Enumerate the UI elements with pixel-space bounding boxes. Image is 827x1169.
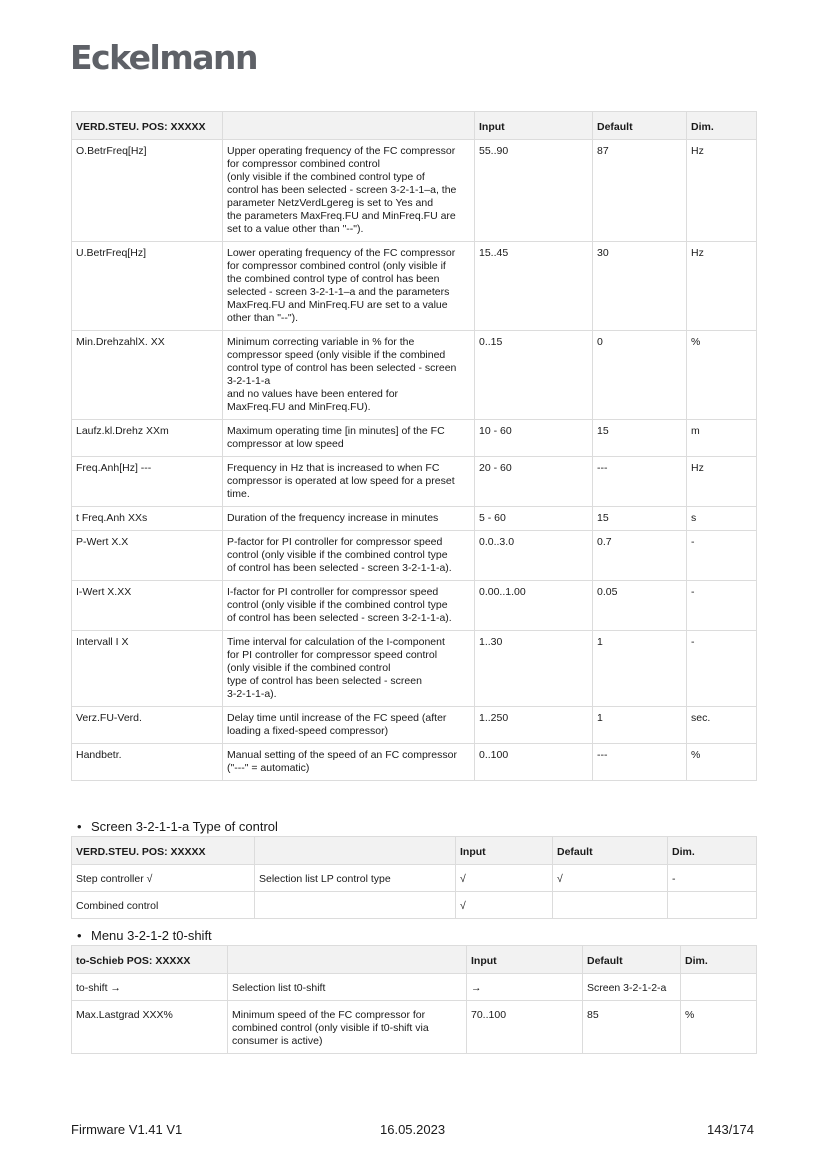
cell-description: I-factor for PI controller for compressor speed control (only visible if the combined control type of control has been selected - screen 3-2-1-1-a).: [223, 581, 475, 631]
bullet-dot: •: [77, 928, 82, 943]
table-header-row: [72, 112, 757, 140]
cell-input: 1..250: [475, 707, 593, 744]
cell-dim: -: [668, 865, 757, 892]
table-row: [72, 507, 757, 531]
cell-dim: -: [687, 531, 757, 581]
header-default: Default: [593, 112, 687, 140]
table-body: [72, 140, 757, 781]
cell-input: 1..30: [475, 631, 593, 707]
cell-description: [255, 892, 456, 919]
cell-description: Lower operating frequency of the FC compressor for compressor combined control (only visible if the combined control type of control has been selected - screen 3-2-1-1–a and the parameters MaxFreq.FU and MinFreq.FU are set to a value other than "--").: [223, 242, 475, 331]
cell-dim: sec.: [687, 707, 757, 744]
footer-date: 16.05.2023: [380, 1122, 446, 1137]
cell-parameter: U.BetrFreq[Hz]: [72, 242, 223, 331]
cell-input: →: [467, 974, 583, 1001]
header-default: Default: [583, 946, 681, 974]
cell-input: 0..15: [475, 331, 593, 420]
cell-dim: %: [681, 1001, 757, 1054]
cell-parameter: Intervall I X: [72, 631, 223, 707]
header-description: [228, 946, 467, 974]
section-heading-text: Screen 3-2-1-1-a Type of control: [91, 819, 278, 834]
cell-default: 1: [593, 707, 687, 744]
header-description: [223, 112, 475, 140]
cell-description: Minimum speed of the FC compressor for combined control (only visible if t0-shift via consumer is active): [228, 1001, 467, 1054]
cell-input: 0.00..1.00: [475, 581, 593, 631]
cell-description: Selection list LP control type: [255, 865, 456, 892]
cell-default: 1: [593, 631, 687, 707]
table-row: [72, 744, 757, 781]
section-heading-t0-shift: [77, 928, 212, 943]
cell-parameter: t Freq.Anh XXs: [72, 507, 223, 531]
table-row: [72, 707, 757, 744]
cell-parameter: Freq.Anh[Hz] ---: [72, 457, 223, 507]
cell-description: Time interval for calculation of the I-component for PI controller for compressor speed control (only visible if the combined control type of control has been selected - screen 3-2-1-1-a).: [223, 631, 475, 707]
cell-default: ---: [593, 744, 687, 781]
cell-default: 0.7: [593, 531, 687, 581]
cell-default: 15: [593, 420, 687, 457]
cell-default: 30: [593, 242, 687, 331]
cell-dim: [681, 974, 757, 1001]
cell-input: √: [456, 892, 553, 919]
cell-input: 15..45: [475, 242, 593, 331]
cell-default: 15: [593, 507, 687, 531]
cell-dim: m: [687, 420, 757, 457]
table-row: [72, 631, 757, 707]
cell-input: 55..90: [475, 140, 593, 242]
cell-parameter: P-Wert X.X: [72, 531, 223, 581]
type-of-control-table: [71, 836, 757, 919]
cell-dim: Hz: [687, 140, 757, 242]
cell-parameter: I-Wert X.XX: [72, 581, 223, 631]
cell-parameter: Max.Lastgrad XXX%: [72, 1001, 228, 1054]
table-row: [72, 581, 757, 631]
table-row: [72, 457, 757, 507]
cell-default: 85: [583, 1001, 681, 1054]
table-body: [72, 865, 757, 919]
cell-input: 20 - 60: [475, 457, 593, 507]
footer-firmware: Firmware V1.41 V1: [71, 1122, 183, 1137]
eckelmann-logo: Eckelmann: [70, 38, 257, 77]
cell-input: 0..100: [475, 744, 593, 781]
table-body: [72, 974, 757, 1054]
cell-description: Minimum correcting variable in % for the compressor speed (only visible if the combined control type of control has been selected - screen 3-2-1-1-a and no values have been entered for MaxFreq.FU and MinFreq.FU).: [223, 331, 475, 420]
cell-default: √: [553, 865, 668, 892]
cell-dim: %: [687, 331, 757, 420]
parameter-table-verd-steu: [71, 111, 757, 781]
section-heading-text: Menu 3-2-1-2 t0-shift: [91, 928, 212, 943]
table-row: [72, 892, 757, 919]
cell-default: 0.05: [593, 581, 687, 631]
header-input: Input: [475, 112, 593, 140]
table-row: [72, 865, 757, 892]
table-row: [72, 331, 757, 420]
cell-input: 0.0..3.0: [475, 531, 593, 581]
cell-parameter: Min.DrehzahlX. XX: [72, 331, 223, 420]
header-description: [255, 837, 456, 865]
header-default: Default: [553, 837, 668, 865]
cell-parameter: Laufz.kl.Drehz XXm: [72, 420, 223, 457]
table-row: [72, 531, 757, 581]
cell-input: 70..100: [467, 1001, 583, 1054]
cell-description: Duration of the frequency increase in minutes: [223, 507, 475, 531]
cell-input: √: [456, 865, 553, 892]
cell-dim: Hz: [687, 242, 757, 331]
header-parameter: VERD.STEU. POS: XXXXX: [72, 837, 255, 865]
cell-default: ---: [593, 457, 687, 507]
cell-dim: Hz: [687, 457, 757, 507]
cell-description: Maximum operating time [in minutes] of the FC compressor at low speed: [223, 420, 475, 457]
cell-parameter: O.BetrFreq[Hz]: [72, 140, 223, 242]
cell-parameter: to-shift →: [72, 974, 228, 1001]
table-row: [72, 420, 757, 457]
cell-default: [553, 892, 668, 919]
cell-description: Upper operating frequency of the FC compressor for compressor combined control (only visible if the combined control type of control has been selected - screen 3-2-1-1–a, the parameter NetzVerdLgereg is set to Yes and the parameters MaxFreq.FU and MinFreq.FU are set to a value other than "--").: [223, 140, 475, 242]
cell-input: 5 - 60: [475, 507, 593, 531]
bullet-dot: •: [77, 819, 82, 834]
cell-dim: -: [687, 581, 757, 631]
table-header-row: [72, 946, 757, 974]
table-row: [72, 974, 757, 1001]
cell-description: Frequency in Hz that is increased to when FC compressor is operated at low speed for a preset time.: [223, 457, 475, 507]
header-dim: Dim.: [687, 112, 757, 140]
header-parameter: to-Schieb POS: XXXXX: [72, 946, 228, 974]
footer-page-number: 143/174: [707, 1122, 754, 1137]
header-dim: Dim.: [681, 946, 757, 974]
section-heading-type-of-control: [77, 819, 278, 834]
header-input: Input: [467, 946, 583, 974]
table-row: [72, 1001, 757, 1054]
header-parameter: VERD.STEU. POS: XXXXX: [72, 112, 223, 140]
cell-dim: [668, 892, 757, 919]
cell-description: Manual setting of the speed of an FC compressor ("---" = automatic): [223, 744, 475, 781]
header-input: Input: [456, 837, 553, 865]
cell-parameter: Handbetr.: [72, 744, 223, 781]
cell-description: Delay time until increase of the FC speed (after loading a fixed-speed compressor): [223, 707, 475, 744]
table-header-row: [72, 837, 757, 865]
cell-parameter: Verz.FU-Verd.: [72, 707, 223, 744]
cell-dim: -: [687, 631, 757, 707]
cell-input: 10 - 60: [475, 420, 593, 457]
cell-description: Selection list t0-shift: [228, 974, 467, 1001]
cell-default: 0: [593, 331, 687, 420]
cell-default: Screen 3-2-1-2-a: [583, 974, 681, 1001]
cell-description: P-factor for PI controller for compressor speed control (only visible if the combined control type of control has been selected - screen 3-2-1-1-a).: [223, 531, 475, 581]
cell-parameter: Combined control: [72, 892, 255, 919]
cell-default: 87: [593, 140, 687, 242]
t0-shift-table: [71, 945, 757, 1054]
cell-dim: %: [687, 744, 757, 781]
cell-parameter: Step controller √: [72, 865, 255, 892]
header-dim: Dim.: [668, 837, 757, 865]
table-row: [72, 140, 757, 242]
table-row: [72, 242, 757, 331]
cell-dim: s: [687, 507, 757, 531]
